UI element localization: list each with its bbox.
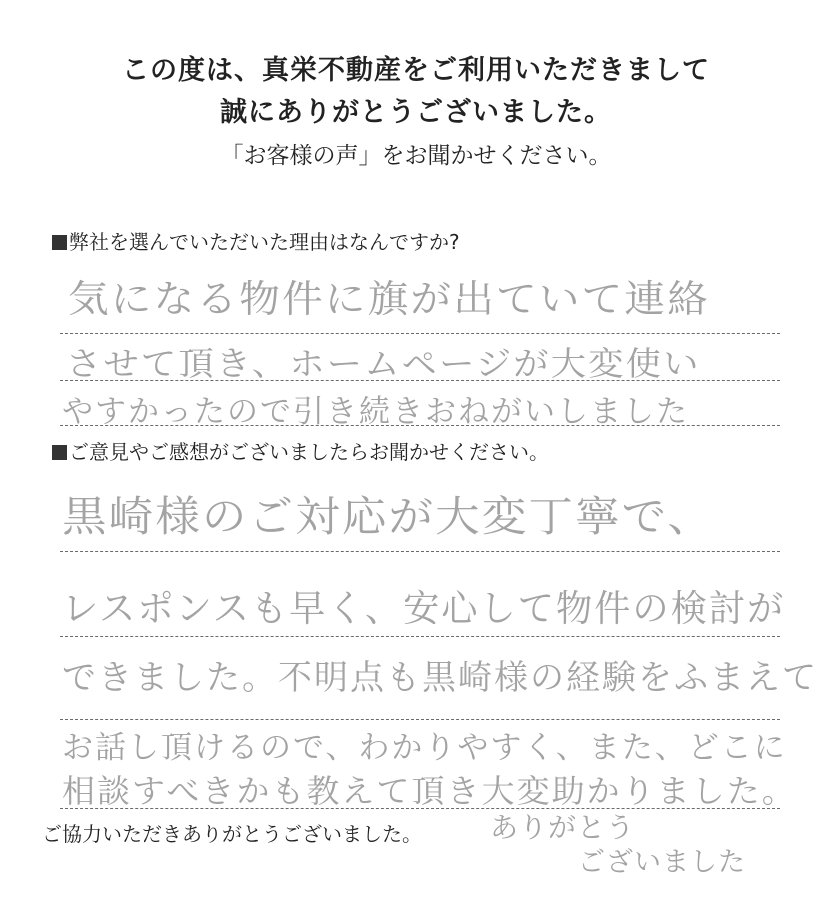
square-bullet-icon	[52, 445, 67, 460]
answer-2-line-3: できました。不明点も黒崎様の経験をふまえて	[62, 658, 818, 698]
closing-text: ご協力いただきありがとうございました。	[42, 822, 422, 846]
answer-2-line-1: 黒崎様のご対応が大変丁寧で、	[62, 492, 715, 541]
header	[0, 50, 832, 176]
answer-2-line-5: 相談すべきかも教えて頂き大変助かりました。	[62, 772, 797, 810]
answer-2-rule-4	[60, 808, 780, 809]
answer-2-rule-2	[60, 636, 780, 637]
question-2-text: ご意見やご感想がございましたらお聞かせください。	[69, 440, 549, 464]
answer-1-rule-3	[60, 425, 780, 426]
question-1-text: 弊社を選んでいただいた理由はなんですか?	[69, 230, 460, 254]
answer-2-rule-3	[60, 719, 780, 720]
header-line-2: 誠にありがとうございました。	[220, 97, 612, 128]
answer-1-line-2: させて頂き、ホームページが大変使い	[66, 344, 701, 383]
question-1	[52, 226, 460, 255]
answer-2-line-4: お話し頂けるので、わかりやすく、また、どこに	[62, 730, 787, 766]
header-line-1: この度は、真栄不動産をご利用いただきまして	[122, 55, 710, 86]
answer-1-line-3: やすかったので引き続きおねがいしました	[62, 394, 689, 430]
answer-1-line-1: 気になる物件に旗が出ていて連絡	[68, 277, 711, 321]
header-line-3: 「お客様の声」をお聞かせください。	[220, 143, 612, 169]
answer-2-rule-1	[60, 551, 780, 552]
closing-handwritten-2: ございました	[578, 847, 746, 878]
question-2	[52, 436, 549, 465]
closing-handwritten-1: ありがとう	[490, 811, 636, 844]
square-bullet-icon	[52, 235, 67, 250]
answer-1-rule-1	[60, 333, 780, 334]
answer-2-line-2: レスポンスも早く、安心して物件の検討が	[62, 587, 786, 630]
answer-1-rule-2	[60, 380, 780, 381]
